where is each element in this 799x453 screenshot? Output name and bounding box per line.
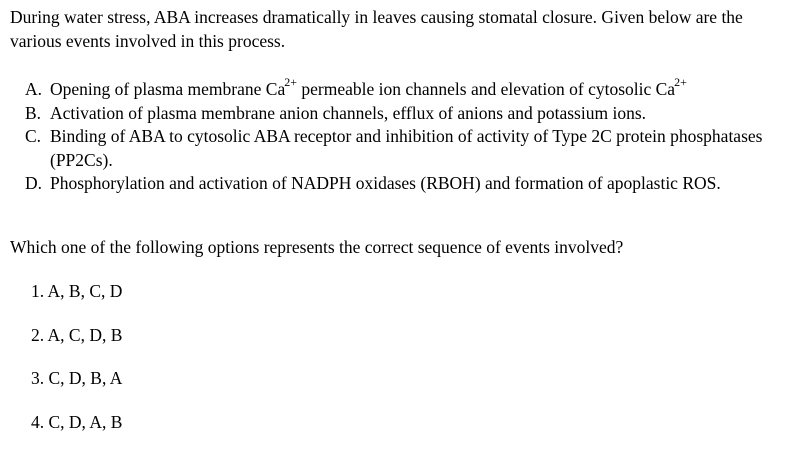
- event-text: Binding of ABA to cytosolic ABA receptor and inhibition of activity of Type 2C protein phosphatases (PP2Cs).: [50, 126, 762, 170]
- event-letter: C.: [25, 125, 41, 149]
- question-intro: During water stress, ABA increases dramatically in leaves causing stomatal closure. Given below are the various events involved in this process.: [10, 5, 795, 53]
- event-letter: D.: [25, 172, 42, 196]
- event-letter: B.: [25, 102, 41, 126]
- event-letter: A.: [25, 78, 42, 102]
- answer-option-4[interactable]: 4. C, D, A, B: [31, 410, 122, 453]
- event-text: Activation of plasma membrane anion channels, efflux of anions and potassium ions.: [50, 103, 646, 123]
- question-prompt: Which one of the following options represents the correct sequence of events involved?: [10, 235, 623, 259]
- event-text: Opening of plasma membrane $Ca^{2+}$ permeable ion channels and elevation of cytosolic $Ca^{2+}$: [50, 79, 687, 99]
- event-c: [25, 125, 797, 172]
- answer-option-3[interactable]: 3. C, D, B, A: [31, 366, 122, 410]
- answer-options: [31, 279, 122, 453]
- event-text: Phosphorylation and activation of NADPH oxidases (RBOH) and formation of apoplastic ROS.: [50, 173, 721, 193]
- answer-option-1[interactable]: 1. A, B, C, D: [31, 279, 122, 323]
- event-a: [25, 78, 797, 102]
- superscript: 2+: [284, 75, 297, 89]
- event-b: [25, 102, 797, 126]
- superscript: 2+: [674, 75, 687, 89]
- event-list: [25, 78, 797, 196]
- event-d: [25, 172, 797, 196]
- answer-option-2[interactable]: 2. A, C, D, B: [31, 323, 122, 367]
